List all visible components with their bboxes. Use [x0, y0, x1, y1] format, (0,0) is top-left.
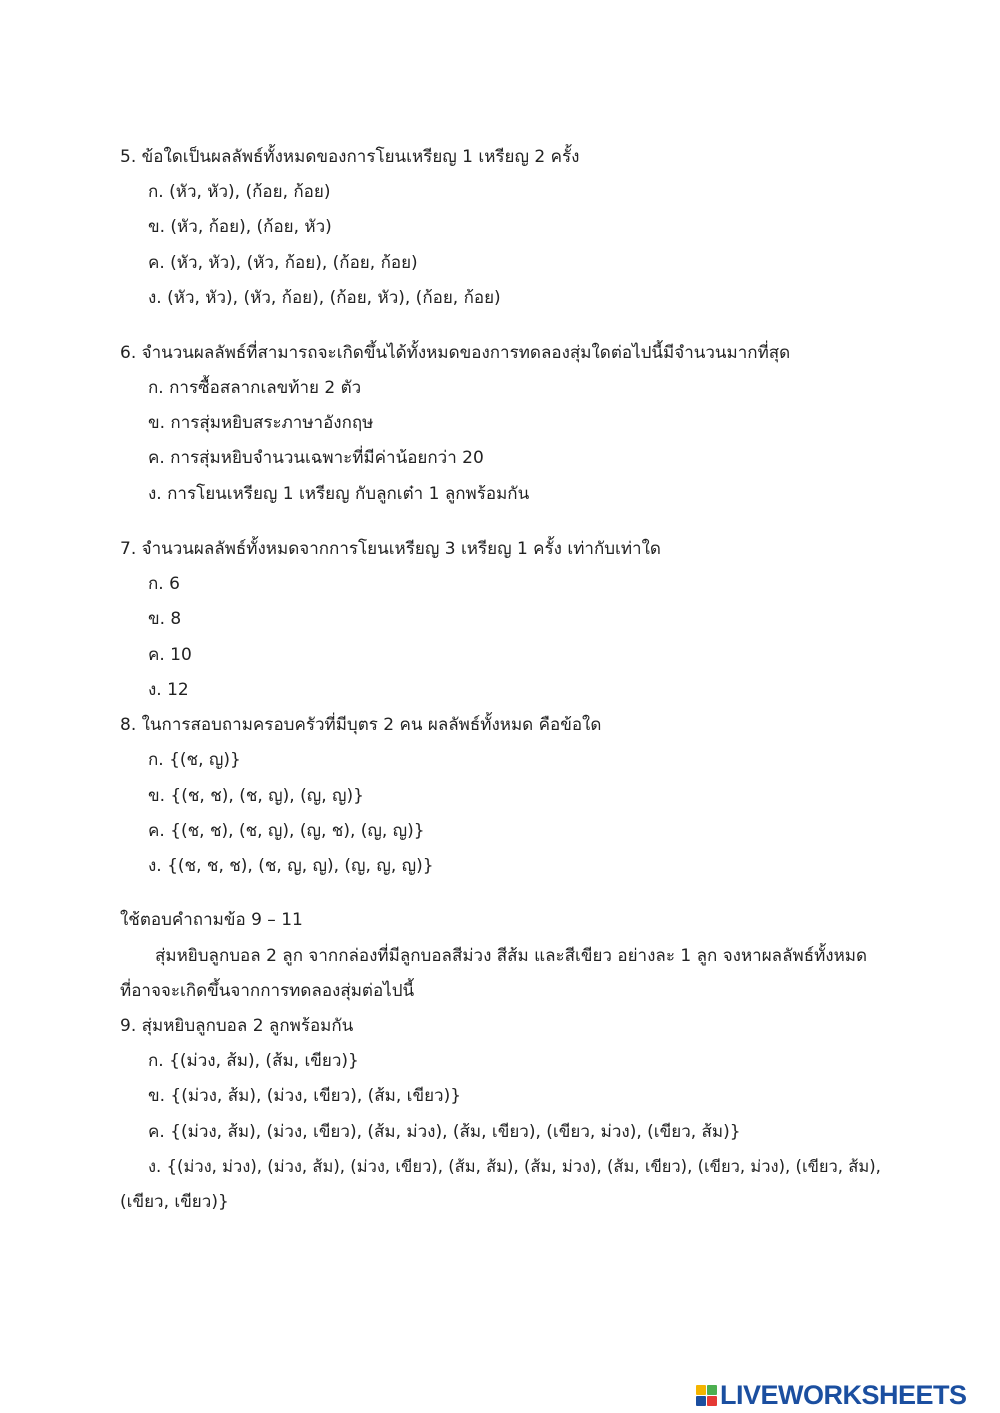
liveworksheets-logo [696, 1380, 967, 1410]
q9-choice-d-continued: (เขียว, เขียว)} [120, 1192, 229, 1212]
question-5: 5. ข้อใดเป็นผลลัพธ์ทั้งหมดของการโยนเหรียญ 1 เหรียญ 2 ครั้ง [120, 147, 580, 167]
q8-choice-c: ค. {(ช, ช), (ช, ญ), (ญ, ช), (ญ, ญ)} [148, 821, 425, 841]
logo-tile-2 [707, 1385, 717, 1395]
instruction-line-1: สุ่มหยิบลูกบอล 2 ลูก จากกล่องที่มีลูกบอลสีม่วง สีส้ม และสีเขียว อย่างละ 1 ลูก จงหาผลลัพธ์ทั้งหมด [155, 946, 868, 966]
q9-choice-c: ค. {(ม่วง, ส้ม), (ม่วง, เขียว), (ส้ม, ม่วง), (ส้ม, เขียว), (เขียว, ม่วง), (เขียว, ส้ม)} [148, 1122, 741, 1142]
q8-choice-d: ง. {(ช, ช, ช), (ช, ญ, ญ), (ญ, ญ, ญ)} [148, 856, 434, 876]
logo-mark-icon [696, 1385, 717, 1406]
q7-choice-a: ก. 6 [148, 574, 180, 594]
q6-choice-b: ข. การสุ่มหยิบสระภาษาอังกฤษ [148, 413, 374, 433]
q9-choice-b: ข. {(ม่วง, ส้ม), (ม่วง, เขียว), (ส้ม, เขียว)} [148, 1086, 462, 1106]
question-6: 6. จำนวนผลลัพธ์ที่สามารถจะเกิดขึ้นได้ทั้งหมดของการทดลองสุ่มใดต่อไปนี้มีจำนวนมากที่สุด [120, 343, 791, 363]
q7-choice-c: ค. 10 [148, 645, 192, 665]
instruction-header: ใช้ตอบคำถามข้อ 9 – 11 [120, 910, 303, 930]
q6-choice-a: ก. การซื้อสลากเลขท้าย 2 ตัว [148, 378, 362, 398]
question-7: 7. จำนวนผลลัพธ์ทั้งหมดจากการโยนเหรียญ 3 เหรียญ 1 ครั้ง เท่ากับเท่าใด [120, 539, 661, 559]
q8-choice-a: ก. {(ช, ญ)} [148, 750, 241, 770]
q6-choice-d: ง. การโยนเหรียญ 1 เหรียญ กับลูกเต๋า 1 ลูกพร้อมกัน [148, 484, 530, 504]
q8-choice-b: ข. {(ช, ช), (ช, ญ), (ญ, ญ)} [148, 786, 364, 806]
question-8: 8. ในการสอบถามครอบครัวที่มีบุตร 2 คน ผลลัพธ์ทั้งหมด คือข้อใด [120, 715, 602, 735]
logo-tile-1 [696, 1385, 706, 1395]
q5-choice-a: ก. (หัว, หัว), (ก้อย, ก้อย) [148, 182, 331, 202]
q7-choice-b: ข. 8 [148, 609, 182, 629]
q9-choice-a: ก. {(ม่วง, ส้ม), (ส้ม, เขียว)} [148, 1051, 359, 1071]
q9-choice-d: ง. {(ม่วง, ม่วง), (ม่วง, ส้ม), (ม่วง, เขียว), (ส้ม, ส้ม), (ส้ม, ม่วง), (ส้ม, เขียว), (เขียว, ม่วง), (เขียว, ส้ม), [148, 1157, 881, 1176]
logo-tile-4 [707, 1396, 717, 1406]
instruction-line-2: ที่อาจจะเกิดขึ้นจากการทดลองสุ่มต่อไปนี้ [120, 981, 415, 1001]
q6-choice-c: ค. การสุ่มหยิบจำนวนเฉพาะที่มีค่าน้อยกว่า 20 [148, 448, 484, 468]
question-9: 9. สุ่มหยิบลูกบอล 2 ลูกพร้อมกัน [120, 1016, 354, 1036]
q7-choice-d: ง. 12 [148, 680, 189, 700]
q5-choice-b: ข. (หัว, ก้อย), (ก้อย, หัว) [148, 217, 332, 237]
q5-choice-d: ง. (หัว, หัว), (หัว, ก้อย), (ก้อย, หัว), (ก้อย, ก้อย) [148, 288, 501, 308]
q5-choice-c: ค. (หัว, หัว), (หัว, ก้อย), (ก้อย, ก้อย) [148, 253, 418, 273]
logo-tile-3 [696, 1396, 706, 1406]
logo-text: LIVEWORKSHEETS [720, 1380, 967, 1410]
